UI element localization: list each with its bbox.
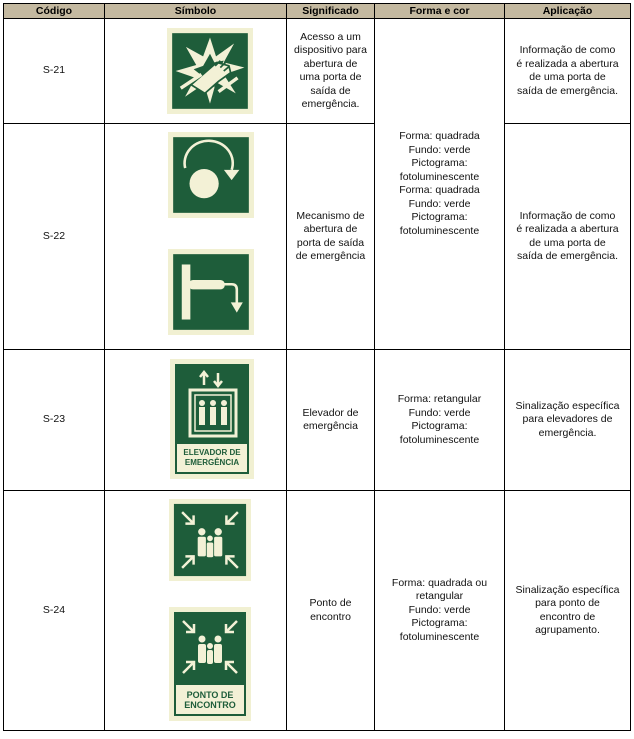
application-line: para elevadores de bbox=[522, 413, 613, 426]
meaning-line: Mecanismo de bbox=[296, 209, 365, 222]
meaning-line: porta de saída bbox=[296, 236, 365, 249]
meaning-cell bbox=[287, 19, 375, 124]
application-line: Sinalização específica bbox=[515, 583, 620, 596]
elevator-sign-label bbox=[177, 445, 247, 471]
signage-table bbox=[3, 3, 631, 731]
table-row-s21 bbox=[4, 19, 631, 124]
form-line: Forma: quadrada ou bbox=[391, 576, 488, 589]
code-cell: S-23 bbox=[4, 350, 105, 491]
code-cell: S-24 bbox=[4, 491, 105, 731]
table-row-s23 bbox=[4, 350, 631, 491]
application-line: agrupamento. bbox=[535, 624, 600, 636]
form-line: fotoluminescente bbox=[399, 170, 480, 183]
application-line: de uma porta de bbox=[529, 236, 606, 249]
meaning-line: de emergência bbox=[295, 250, 366, 262]
form-color-cell bbox=[375, 491, 505, 731]
emergency-elevator-sign-icon bbox=[170, 359, 254, 479]
application-line: Informação de como bbox=[519, 44, 616, 56]
meaning-line: emergência bbox=[303, 420, 358, 432]
elevator-label-line: ELEVADOR DE bbox=[183, 448, 241, 457]
meeting-point-square-sign-icon bbox=[169, 499, 251, 581]
header-application: Aplicação bbox=[505, 4, 631, 19]
form-color-cell-merged bbox=[375, 19, 505, 350]
application-line: é realizada a abertura bbox=[516, 57, 619, 70]
form-line: Forma: quadrada bbox=[399, 184, 480, 196]
application-line: saída de emergência. bbox=[517, 84, 618, 97]
meaning-line: encontro bbox=[310, 610, 351, 623]
application-line: Sinalização específica bbox=[515, 399, 620, 412]
application-line: emergência. bbox=[538, 426, 597, 439]
form-line: Forma: quadrada bbox=[399, 130, 480, 142]
form-line: Fundo: verde bbox=[408, 197, 471, 210]
code-cell: S-22 bbox=[4, 124, 105, 350]
meeting-point-rect-sign-icon bbox=[169, 607, 251, 721]
header-row bbox=[4, 4, 631, 19]
header-symbol: Símbolo bbox=[105, 4, 287, 19]
meaning-cell bbox=[287, 350, 375, 491]
application-line: encontro de bbox=[539, 610, 596, 623]
form-line: Pictograma: bbox=[411, 157, 468, 169]
code-cell: S-21 bbox=[4, 19, 105, 124]
symbol-cell bbox=[105, 350, 287, 491]
table-row-s24 bbox=[4, 491, 631, 731]
application-cell bbox=[505, 124, 631, 350]
header-code: Código bbox=[4, 4, 105, 19]
lever-handle-sign-icon bbox=[168, 249, 254, 335]
meaning-line: emergência. bbox=[301, 98, 360, 110]
application-line: saída de emergência. bbox=[517, 250, 618, 262]
meeting-label-line: ENCONTRO bbox=[184, 699, 236, 710]
meeting-label-line: PONTO DE bbox=[186, 689, 234, 700]
form-line: Pictograma: bbox=[411, 420, 468, 432]
meaning-line: Acesso a um bbox=[300, 30, 361, 43]
meeting-point-sign-label bbox=[176, 686, 244, 713]
symbol-cell bbox=[105, 124, 287, 350]
application-cell bbox=[505, 19, 631, 124]
form-line: Fundo: verde bbox=[408, 603, 471, 616]
rotate-knob-sign-icon bbox=[168, 132, 254, 218]
header-form-color: Forma e cor bbox=[375, 4, 505, 19]
form-line: Pictograma: bbox=[411, 211, 468, 223]
form-line: fotoluminescente bbox=[399, 224, 480, 237]
meaning-line: dispositivo para bbox=[294, 44, 367, 56]
meaning-line: Elevador de bbox=[302, 406, 359, 419]
form-line: Forma: retangular bbox=[397, 393, 482, 405]
meaning-line: saída de bbox=[310, 84, 351, 97]
form-line: retangular bbox=[415, 590, 464, 603]
meaning-line: abertura de bbox=[303, 223, 358, 235]
meaning-cell bbox=[287, 491, 375, 731]
application-cell bbox=[505, 491, 631, 731]
application-line: para ponto de bbox=[535, 597, 600, 609]
elevator-label-line: EMERGÊNCIA bbox=[184, 458, 240, 467]
header-meaning: Significado bbox=[287, 4, 375, 19]
form-line: fotoluminescente bbox=[399, 630, 480, 643]
table-row-s22 bbox=[4, 124, 631, 350]
application-cell bbox=[505, 350, 631, 491]
form-line: fotoluminescente bbox=[399, 433, 480, 446]
meaning-line: uma porta de bbox=[299, 71, 362, 83]
meaning-line: abertura de bbox=[303, 57, 358, 70]
form-line: Pictograma: bbox=[411, 617, 468, 630]
form-color-cell bbox=[375, 350, 505, 491]
application-line: de uma porta de bbox=[529, 71, 606, 83]
form-line: Fundo: verde bbox=[408, 143, 471, 156]
symbol-cell bbox=[105, 19, 287, 124]
application-line: Informação de como bbox=[519, 209, 616, 222]
meaning-line: Ponto de bbox=[309, 597, 352, 609]
application-line: é realizada a abertura bbox=[516, 223, 619, 235]
break-glass-sign-icon bbox=[167, 28, 253, 114]
symbol-cell bbox=[105, 491, 287, 731]
meaning-cell bbox=[287, 124, 375, 350]
form-line: Fundo: verde bbox=[408, 406, 471, 419]
